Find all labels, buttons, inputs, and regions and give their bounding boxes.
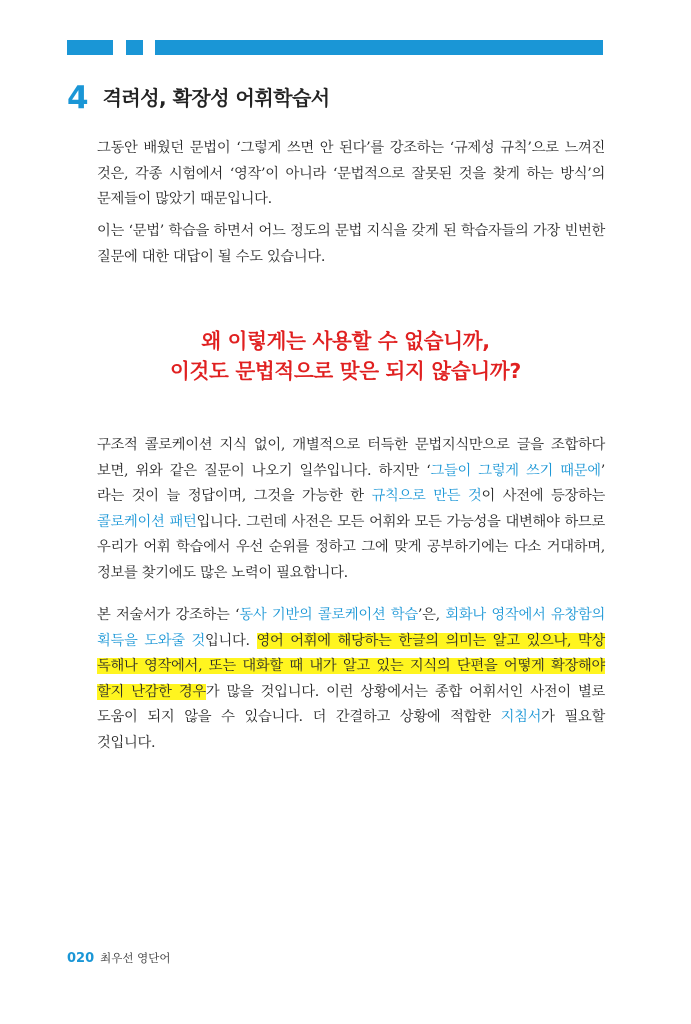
page-footer xyxy=(67,950,170,966)
p4-text-3: 입니다. xyxy=(205,632,257,649)
p4-text-2: ’은, xyxy=(417,607,446,623)
paragraph-1: 그동안 배웠던 문법이 ‘그렇게 쓰면 안 된다’를 강조하는 ‘규제성 규칙’으로 느껴진 것은, 각종 시험에서 ‘영작’이 아니라 ‘문법적으로 잘못된 것을 찾게 하는 방식’의 문제들이 많았기 때문입니다. xyxy=(97,140,605,207)
p3-text-1: 구조적 콜로케이션 지식 없이, 개별적으로 터득한 문법지식만으로 글을 조합하다 보면, 위와 같은 질문이 나오기 일쑤입니다. 하지만 ‘ xyxy=(97,437,605,479)
header-bar-segment-3 xyxy=(155,40,603,55)
callout-line-1: 왜 이렇게는 사용할 수 없습니까, xyxy=(201,329,490,353)
paragraph-3 xyxy=(97,433,605,586)
p3-emphasis-3: 콜로케이션 패턴 xyxy=(97,513,197,530)
header-bar-segment-2 xyxy=(126,40,143,55)
book-title: 최우선 영단어 xyxy=(100,951,171,965)
p4-text-1: 본 저술서가 강조하는 ‘ xyxy=(97,607,240,623)
p3-text-2: ’ 라는 것이 늘 정답이며, 그것을 가능한 한 xyxy=(97,462,605,504)
p4-emphasis-3: 지침서 xyxy=(500,709,542,725)
paragraph-4 xyxy=(97,603,605,756)
p4-text-5: 가 필요할 것입니다. xyxy=(97,709,605,751)
p4-emphasis-1: 동사 기반의 콜로케이션 학습 xyxy=(239,607,418,623)
paragraph-2: 이는 ‘문법’ 학습을 하면서 어느 정도의 문법 지식을 갖게 된 학습자들의 가장 빈번한 질문에 대한 대답이 될 수도 있습니다. xyxy=(97,223,605,265)
section-title: 격려성, 확장성 어휘학습서 xyxy=(102,86,330,110)
callout-line-2: 이것도 문법적으로 맞은 되지 않습니까? xyxy=(170,359,521,383)
header-bar-segment-1 xyxy=(67,40,113,55)
p3-emphasis-1: 그들이 그렇게 쓰기 때문에 xyxy=(430,462,601,479)
p3-emphasis-2: 규칙으로 만든 것 xyxy=(371,488,482,504)
callout-question xyxy=(0,326,691,386)
p3-text-3: 이 사전에 등장하는 xyxy=(481,488,605,504)
page-number: 020 xyxy=(67,951,95,966)
section-number: 4 xyxy=(67,80,89,116)
p4-text-4: 가 많을 것입니다. 이런 상황에서는 종합 어휘서인 사전이 별로 도움이 되지 않을 수 있습니다. 더 간결하고 상황에 적합한 xyxy=(97,683,605,725)
section-heading xyxy=(67,80,330,116)
p4-highlight: 영어 어휘에 해당하는 한글의 의미는 알고 있으나, 막상 독해나 영작에서, 또는 대화할 때 내가 알고 있는 지식의 단편을 어떻게 확장해야 할지 난감한 경우 xyxy=(97,632,605,700)
p4-emphasis-2: 회화나 영작에서 유창함의 획득을 도와줄 것 xyxy=(97,607,605,649)
p3-text-4: 입니다. 그런데 사전은 모든 어휘와 모든 가능성을 대변해야 하므로 우리가 어휘 학습에서 우선 순위를 정하고 그에 맞게 공부하기에는 다소 거대하며, 정보를 찾기에도 많은 노력이 필요합니다. xyxy=(97,513,605,581)
